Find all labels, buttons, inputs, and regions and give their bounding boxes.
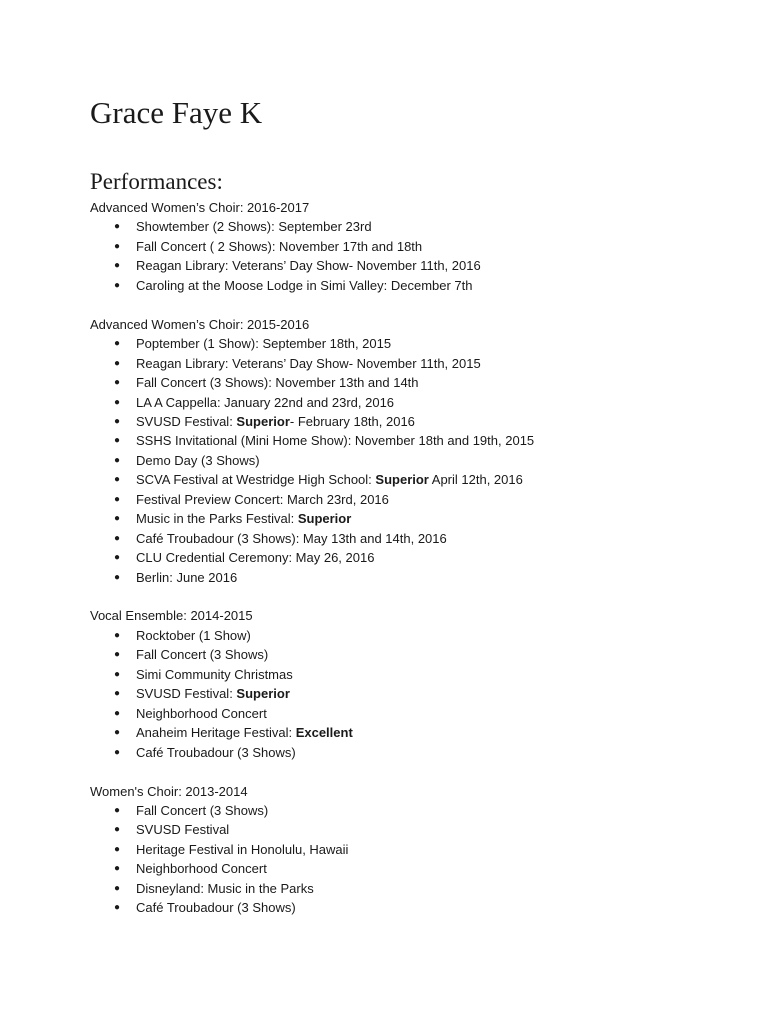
performance-item xyxy=(90,840,730,859)
performance-item xyxy=(90,626,730,645)
performance-item-text: Café Troubadour (3 Shows): May 13th and 14th, 2016 xyxy=(136,530,447,546)
bullet-icon: ● xyxy=(114,221,121,233)
bullet-icon: ● xyxy=(114,843,121,855)
bullet-icon: ● xyxy=(114,532,121,544)
performance-item-text: Café Troubadour (3 Shows) xyxy=(136,900,296,916)
bullet-icon: ● xyxy=(114,377,121,389)
bullet-icon: ● xyxy=(114,260,121,272)
performance-item-text: Fall Concert (3 Shows): November 13th and 14th xyxy=(136,375,419,391)
performance-item xyxy=(90,451,730,470)
performance-item-text: SVUSD Festival: Superior- February 18th, 2016 xyxy=(136,413,415,429)
bullet-icon: ● xyxy=(114,279,121,291)
performance-item-text: Simi Community Christmas xyxy=(136,666,293,682)
performance-item-text: Heritage Festival in Honolulu, Hawaii xyxy=(136,841,349,857)
performance-item xyxy=(90,373,730,392)
performance-list xyxy=(90,334,730,587)
bullet-icon: ● xyxy=(114,552,121,564)
performance-item xyxy=(90,393,730,412)
performance-item xyxy=(90,879,730,898)
performance-list xyxy=(90,801,730,918)
bullet-icon: ● xyxy=(114,571,121,583)
bullet-icon: ● xyxy=(114,805,121,816)
rating-label: Superior xyxy=(236,413,290,429)
performance-item-text: Festival Preview Concert: March 23rd, 2016 xyxy=(136,491,389,507)
bullet-icon: ● xyxy=(114,338,121,350)
bullet-icon: ● xyxy=(114,902,121,914)
bullet-icon: ● xyxy=(114,629,121,641)
bullet-icon: ● xyxy=(114,474,121,486)
performance-item xyxy=(90,859,730,878)
performance-item xyxy=(90,801,730,820)
bullet-icon: ● xyxy=(114,649,121,661)
group-title: Vocal Ensemble: 2014-2015 xyxy=(90,608,253,624)
performance-item xyxy=(90,412,730,431)
performance-item-text: Fall Concert (3 Shows) xyxy=(136,803,269,818)
performance-item-text: Disneyland: Music in the Parks xyxy=(136,880,314,896)
bullet-icon: ● xyxy=(114,863,121,875)
rating-label: Superior xyxy=(297,511,352,527)
performance-group xyxy=(90,315,730,587)
performance-item-text: Music in the Parks Festival: Superior xyxy=(136,511,352,527)
performance-item-text: Reagan Library: Veterans’ Day Show- November 11th, 2015 xyxy=(136,355,481,371)
performance-item-text: CLU Credential Ceremony: May 26, 2016 xyxy=(136,550,375,566)
performance-item xyxy=(90,529,730,548)
performance-item xyxy=(90,431,730,450)
group-title: Advanced Women’s Choir: 2016-2017 xyxy=(90,200,310,215)
performance-item xyxy=(90,665,730,684)
performance-item-text: Demo Day (3 Shows) xyxy=(136,452,260,468)
rating-label: Superior xyxy=(236,686,290,702)
bullet-icon: ● xyxy=(114,513,121,525)
performance-item-text: LA A Cappella: January 22nd and 23rd, 2016 xyxy=(136,394,395,410)
bullet-icon: ● xyxy=(114,435,121,447)
performance-list xyxy=(90,626,730,762)
performance-item xyxy=(90,898,730,917)
performance-item xyxy=(90,684,730,703)
performance-item-text: Anaheim Heritage Festival: Excellent xyxy=(136,725,353,741)
performance-item xyxy=(90,276,730,295)
bullet-icon: ● xyxy=(114,240,121,252)
performance-item-text: SVUSD Festival: Superior xyxy=(136,686,290,702)
performance-item-text: Neighborhood Concert xyxy=(136,861,267,877)
performance-item-text: Neighborhood Concert xyxy=(136,705,267,721)
group-title: Women's Choir: 2013-2014 xyxy=(90,783,248,799)
performance-groups xyxy=(90,198,730,937)
performance-item-text: SSHS Invitational (Mini Home Show): November 18th and 19th, 2015 xyxy=(136,433,535,449)
performance-item xyxy=(90,723,730,742)
bullet-icon: ● xyxy=(114,668,121,680)
performance-item xyxy=(90,490,730,509)
performance-list xyxy=(90,217,730,295)
bullet-icon: ● xyxy=(114,493,121,505)
performance-item-text: SCVA Festival at Westridge High School: Superior April 12th, 2016 xyxy=(136,472,523,488)
bullet-icon: ● xyxy=(114,824,121,836)
bullet-icon: ● xyxy=(114,454,121,466)
bullet-icon: ● xyxy=(114,746,121,758)
performance-item xyxy=(90,354,730,373)
performance-item-text: Café Troubadour (3 Shows) xyxy=(136,744,296,760)
performance-item xyxy=(90,470,730,489)
performance-item-text: Fall Concert ( 2 Shows): November 17th and 18th xyxy=(136,238,423,254)
performance-item xyxy=(90,568,730,587)
group-title: Advanced Women’s Choir: 2015-2016 xyxy=(90,316,310,332)
performance-item xyxy=(90,743,730,762)
performance-item-text: Showtember (2 Shows): September 23rd xyxy=(136,219,372,235)
bullet-icon: ● xyxy=(114,727,121,739)
performance-group xyxy=(90,198,730,295)
performance-item-text: Poptember (1 Show): September 18th, 2015 xyxy=(136,336,392,352)
performance-item-text: Reagan Library: Veterans’ Day Show- November 11th, 2016 xyxy=(136,258,481,274)
performance-item-text: Caroling at the Moose Lodge in Simi Valley: December 7th xyxy=(136,277,473,293)
performance-item xyxy=(90,334,730,353)
performance-item xyxy=(90,820,730,839)
performance-item xyxy=(90,217,730,236)
bullet-icon: ● xyxy=(114,688,121,700)
bullet-icon: ● xyxy=(114,415,121,427)
performance-item xyxy=(90,645,730,664)
performance-item xyxy=(90,256,730,275)
rating-label: Excellent xyxy=(295,725,353,741)
performance-item xyxy=(90,237,730,256)
performance-group xyxy=(90,782,730,918)
bullet-icon: ● xyxy=(114,882,121,894)
performance-item-text: Fall Concert (3 Shows) xyxy=(136,647,269,663)
performance-item-text: Rocktober (1 Show) xyxy=(136,627,251,643)
rating-label: Superior xyxy=(375,472,429,488)
performance-item xyxy=(90,704,730,723)
performance-group xyxy=(90,606,730,762)
performances-heading: Performances: xyxy=(90,169,223,194)
document-title: Grace Faye K xyxy=(90,95,263,130)
performance-item xyxy=(90,548,730,567)
bullet-icon: ● xyxy=(114,357,121,369)
bullet-icon: ● xyxy=(114,707,121,719)
bullet-icon: ● xyxy=(114,396,121,408)
performance-item xyxy=(90,509,730,528)
performance-item-text: Berlin: June 2016 xyxy=(136,569,238,585)
performance-item-text: SVUSD Festival xyxy=(136,822,230,838)
